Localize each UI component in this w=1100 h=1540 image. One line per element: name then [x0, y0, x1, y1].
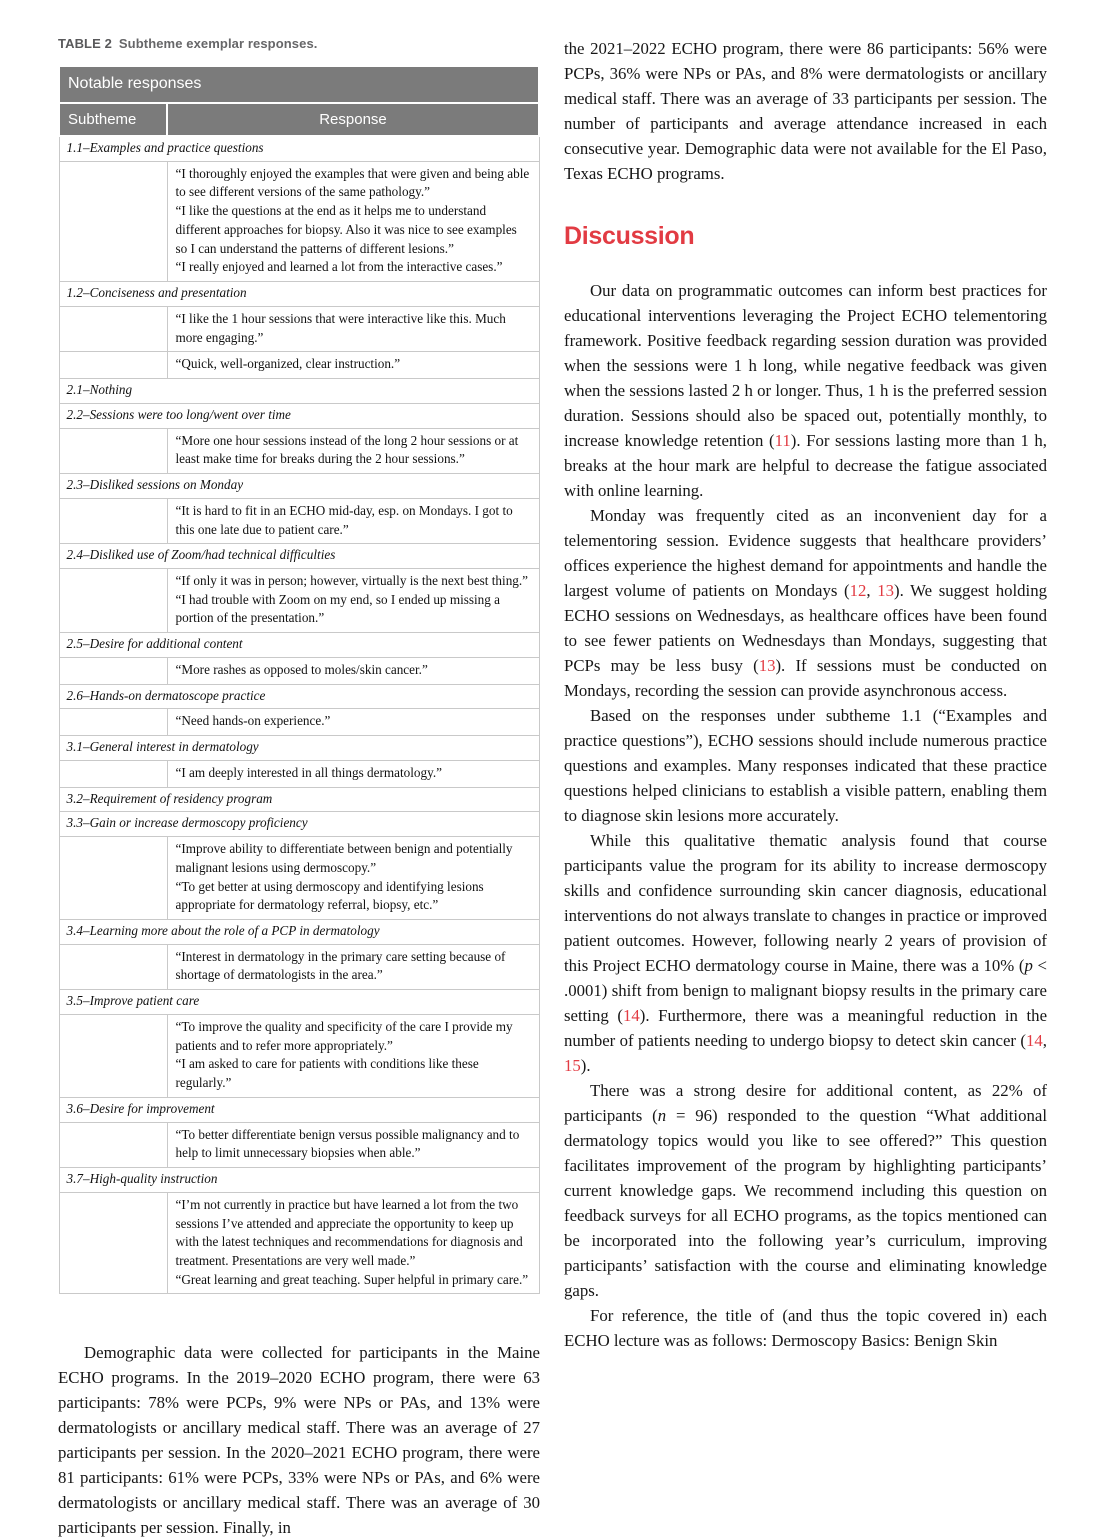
response-quote: “I like the 1 hour sessions that were interactive like this. Much more engaging.” — [175, 310, 506, 345]
subtheme-row — [59, 919, 539, 944]
response-cell — [167, 944, 539, 989]
column-header-response: Response — [167, 103, 539, 136]
response-row — [59, 657, 539, 684]
text-segment: < .0001) shift from benign to malignant biopsy results in the primary care setting ( — [564, 956, 1047, 1025]
empty-subtheme-cell — [59, 657, 167, 684]
text-segment: , — [866, 581, 878, 600]
response-cell — [167, 709, 539, 736]
response-row — [59, 352, 539, 379]
text-segment: Based on the responses under subtheme 1.1 (“Examples and practice questions”), ECHO sessions should include numerous practice questions and examples. Many responses indicated that these practice questions helped clinicians to establish a visible pattern, enabling them to diagnose skin lesions more accurately. — [564, 706, 1047, 825]
response-quote: “It is hard to fit in an ECHO mid-day, esp. on Mondays. I got to this one late due to patient care.” — [175, 502, 513, 537]
table-caption — [58, 36, 540, 51]
response-quote: “I’m not currently in practice but have learned a lot from the two sessions I’ve attended and appreciate the opportunity to keep up with the latest techniques and recommendations for diagnosis and treatment. Presentations are very well made.” — [175, 1196, 523, 1268]
text-segment: There was a strong desire for additional content, as 22% of participants ( — [564, 1081, 1047, 1125]
citation-link[interactable]: 15 — [564, 1056, 581, 1075]
response-quote: “More rashes as opposed to moles/skin cancer.” — [175, 661, 428, 677]
subtheme-label: 2.2–Sessions were too long/went over time — [59, 403, 539, 428]
empty-subtheme-cell — [59, 568, 167, 632]
text-segment: ). Furthermore, there was a meaningful reduction in the number of patients needing to undergo biopsy to detect skin cancer ( — [564, 1006, 1048, 1050]
left-column — [58, 36, 540, 1540]
discussion-paragraph — [564, 503, 1047, 703]
response-quote: “To improve the quality and specificity of the care I provide my patients and to refer more appropriately.” — [175, 1018, 513, 1053]
discussion-paragraph — [564, 278, 1047, 503]
response-quote: “I had trouble with Zoom on my end, so I ended up missing a portion of the presentation.” — [175, 591, 501, 626]
empty-subtheme-cell — [59, 428, 167, 473]
empty-subtheme-cell — [59, 1122, 167, 1167]
response-quote: “To get better at using dermoscopy and identifying lesions appropriate for dermatology referral, biopsy, etc.” — [175, 878, 484, 913]
subtheme-row — [59, 1168, 539, 1193]
subtheme-row — [59, 812, 539, 837]
text-segment: the 2021–2022 ECHO program, there were 86 participants: 56% were PCPs, 36% were NPs or PAs, and 8% were dermatologists or ancillary medical staff. There was an average of 33 participants per session. The number of participants and average attendance increased in each consecutive year. Demographic data were not available for the El Paso, Texas ECHO programs. — [564, 39, 1047, 183]
subtheme-label: 3.2–Requirement of residency program — [59, 787, 539, 812]
response-quote: “Great learning and great teaching. Super helpful in primary care.” — [175, 1271, 529, 1287]
response-row — [59, 161, 539, 281]
table-header — [59, 66, 539, 136]
responses-table — [58, 65, 540, 1294]
continuation-paragraph — [564, 36, 1047, 186]
demographics-paragraph — [58, 1340, 540, 1540]
text-segment: , — [1042, 1031, 1047, 1050]
response-quote: “More one hour sessions instead of the long 2 hour sessions or at least make time for breaks during the 2 hour sessions.” — [175, 432, 519, 467]
empty-subtheme-cell — [59, 760, 167, 787]
subtheme-label: 2.1–Nothing — [59, 379, 539, 404]
response-row — [59, 944, 539, 989]
subtheme-row — [59, 736, 539, 761]
subtheme-label: 1.1–Examples and practice questions — [59, 136, 539, 161]
response-cell — [167, 837, 539, 920]
citation-link[interactable]: 14 — [1026, 1031, 1043, 1050]
response-quote: “I am deeply interested in all things dermatology.” — [175, 764, 442, 780]
subtheme-row — [59, 403, 539, 428]
empty-subtheme-cell — [59, 306, 167, 351]
subtheme-row — [59, 136, 539, 161]
response-row — [59, 709, 539, 736]
citation-link[interactable]: 12 — [849, 581, 867, 600]
text-segment: ). For sessions lasting more than 1 h, breaks at the hour mark are helpful to decrease the fatigue associated with online learning. — [564, 431, 1048, 500]
response-quote: “Need hands-on experience.” — [175, 713, 331, 729]
subtheme-row — [59, 633, 539, 658]
text-segment: = 96) responded to the question “What additional dermatology topics would you like to see offered?” This question facilitates improvement of the program by highlighting participants’ current knowledge gaps. We recommend including this question on feedback surveys for all ECHO programs, as the topics mentioned can be incorporated into the following year’s curriculum, improving participants’ satisfaction with the course and eliminating knowledge gaps. — [564, 1106, 1047, 1300]
response-row — [59, 837, 539, 920]
text-segment: Monday was frequently cited as an inconvenient day for a telementoring session. Evidence suggests that healthcare providers’ offices experience the highest demand for appointments and handle the largest volume of patients on Mondays ( — [564, 506, 1047, 600]
subtheme-row — [59, 474, 539, 499]
right-column — [564, 36, 1047, 1353]
table-body — [59, 136, 539, 1294]
response-cell — [167, 352, 539, 379]
response-cell — [167, 760, 539, 787]
citation-link[interactable]: 13 — [758, 656, 776, 675]
subtheme-label: 3.1–General interest in dermatology — [59, 736, 539, 761]
discussion-heading: Discussion — [564, 222, 695, 250]
text-segment: ). We suggest holding ECHO sessions on Wednesdays, as healthcare offices have been found to see fewer patients on Wednesdays than Mondays, suggesting that PCPs may be less busy ( — [564, 581, 1047, 675]
empty-subtheme-cell — [59, 1014, 167, 1097]
subtheme-label: 2.5–Desire for additional content — [59, 633, 539, 658]
response-quote: “I like the questions at the end as it helps me to understand different approaches for biopsy. Also it was nice to see examples so I can understand the patterns of different lesions.” — [175, 203, 517, 256]
subtheme-label: 2.3–Disliked sessions on Monday — [59, 474, 539, 499]
text-segment: ). If sessions must be conducted on Mondays, recording the session can provide asynchronous access. — [564, 656, 1047, 700]
response-cell — [167, 657, 539, 684]
empty-subtheme-cell — [59, 1192, 167, 1294]
text-segment: n — [657, 1106, 667, 1125]
subtheme-row — [59, 990, 539, 1015]
response-cell — [167, 568, 539, 632]
response-quote: “I really enjoyed and learned a lot from the interactive cases.” — [175, 259, 503, 275]
response-quote: “Improve ability to differentiate between benign and potentially malignant lesions using dermoscopy.” — [175, 841, 513, 875]
empty-subtheme-cell — [59, 709, 167, 736]
empty-subtheme-cell — [59, 161, 167, 281]
response-row — [59, 760, 539, 787]
citation-link[interactable]: 14 — [622, 1006, 640, 1025]
response-row — [59, 1192, 539, 1294]
response-row — [59, 428, 539, 473]
empty-subtheme-cell — [59, 352, 167, 379]
subtheme-label: 3.6–Desire for improvement — [59, 1097, 539, 1122]
subtheme-row — [59, 787, 539, 812]
subtheme-label: 3.5–Improve patient care — [59, 990, 539, 1015]
discussion-paragraph — [564, 1078, 1047, 1303]
response-quote: “I thoroughly enjoyed the examples that were given and being able to see different versions of the same pathology.” — [175, 165, 530, 200]
response-cell — [167, 498, 539, 543]
subtheme-label: 1.2–Conciseness and presentation — [59, 282, 539, 307]
response-quote: “If only it was in person; however, virtually is the next best thing.” — [175, 572, 529, 588]
discussion-paragraph — [564, 1303, 1047, 1353]
subtheme-label: 2.4–Disliked use of Zoom/had technical difficulties — [59, 544, 539, 569]
response-cell — [167, 1122, 539, 1167]
subtheme-label: 3.3–Gain or increase dermoscopy proficiency — [59, 812, 539, 837]
subtheme-row — [59, 1097, 539, 1122]
response-quote: “Quick, well-organized, clear instruction.” — [175, 356, 401, 372]
subtheme-row — [59, 684, 539, 709]
empty-subtheme-cell — [59, 498, 167, 543]
response-row — [59, 1122, 539, 1167]
response-cell — [167, 1192, 539, 1294]
response-cell — [167, 428, 539, 473]
response-cell — [167, 1014, 539, 1097]
response-row — [59, 568, 539, 632]
response-cell — [167, 306, 539, 351]
table-caption-text: Subtheme exemplar responses. — [118, 36, 318, 51]
response-row — [59, 306, 539, 351]
response-cell — [167, 161, 539, 281]
text-segment: Our data on programmatic outcomes can inform best practices for educational interventions leveraging the Project ECHO telementoring framework. Positive feedback regarding session duration was provided when the sessions were 1 h long, while negative feedback was given when the sessions lasted 2 h or longer. Thus, 1 h is the preferred session duration. Sessions should also be spaced out, potentially monthly, to increase knowledge retention ( — [564, 281, 1047, 450]
subtheme-label: 3.4–Learning more about the role of a PCP in dermatology — [59, 919, 539, 944]
discussion-section — [564, 278, 1047, 1353]
column-header-subtheme: Subtheme — [59, 103, 167, 136]
response-row — [59, 1014, 539, 1097]
subtheme-label: 3.7–High-quality instruction — [59, 1168, 539, 1193]
text-segment: For reference, the title of (and thus the topic covered in) each ECHO lecture was as follows: Dermoscopy Basics: Benign Skin — [564, 1306, 1047, 1350]
subtheme-row — [59, 544, 539, 569]
response-quote: “To better differentiate benign versus possible malignancy and to help to limit unnecessary biopsies when able.” — [175, 1126, 520, 1161]
citation-link[interactable]: 13 — [877, 581, 895, 600]
response-row — [59, 498, 539, 543]
text-segment: p — [1024, 956, 1033, 975]
subtheme-row — [59, 282, 539, 307]
table-caption-label: TABLE 2 — [58, 36, 112, 51]
text-segment: While this qualitative thematic analysis found that course participants value the program for its ability to increase dermoscopy skills and confidence surrounding skin cancer diagnosis, educational interventions do not always translate to changes in practice or improved patient outcomes. However, following nearly 2 years of provision of this Project ECHO dermatology course in Maine, there was a 10% ( — [564, 831, 1047, 975]
text-segment: ). — [580, 1056, 591, 1075]
citation-link[interactable]: 11 — [774, 431, 791, 450]
empty-subtheme-cell — [59, 944, 167, 989]
empty-subtheme-cell — [59, 837, 167, 920]
discussion-paragraph — [564, 828, 1047, 1078]
response-quote: “I am asked to care for patients with conditions like these regularly.” — [175, 1056, 479, 1091]
subtheme-label: 2.6–Hands-on dermatoscope practice — [59, 684, 539, 709]
discussion-paragraph — [564, 703, 1047, 828]
subtheme-row — [59, 379, 539, 404]
text-segment: Demographic data were collected for participants in the Maine ECHO programs. In the 2019–2020 ECHO program, there were 63 participants: 78% were PCPs, 9% were NPs or PAs, and 13% were dermatologists or ancillary medical staff. There was an average of 27 participants per session. In the 2020–2021 ECHO program, there were 81 participants: 61% were PCPs, 33% were NPs or PAs, and 6% were dermatologists or ancillary medical staff. There was an average of 30 participants per session. Finally, in — [58, 1343, 540, 1538]
response-quote: “Interest in dermatology in the primary care setting because of shortage of dermatologists in the area.” — [175, 948, 506, 983]
table-band-header: Notable responses — [59, 66, 539, 103]
